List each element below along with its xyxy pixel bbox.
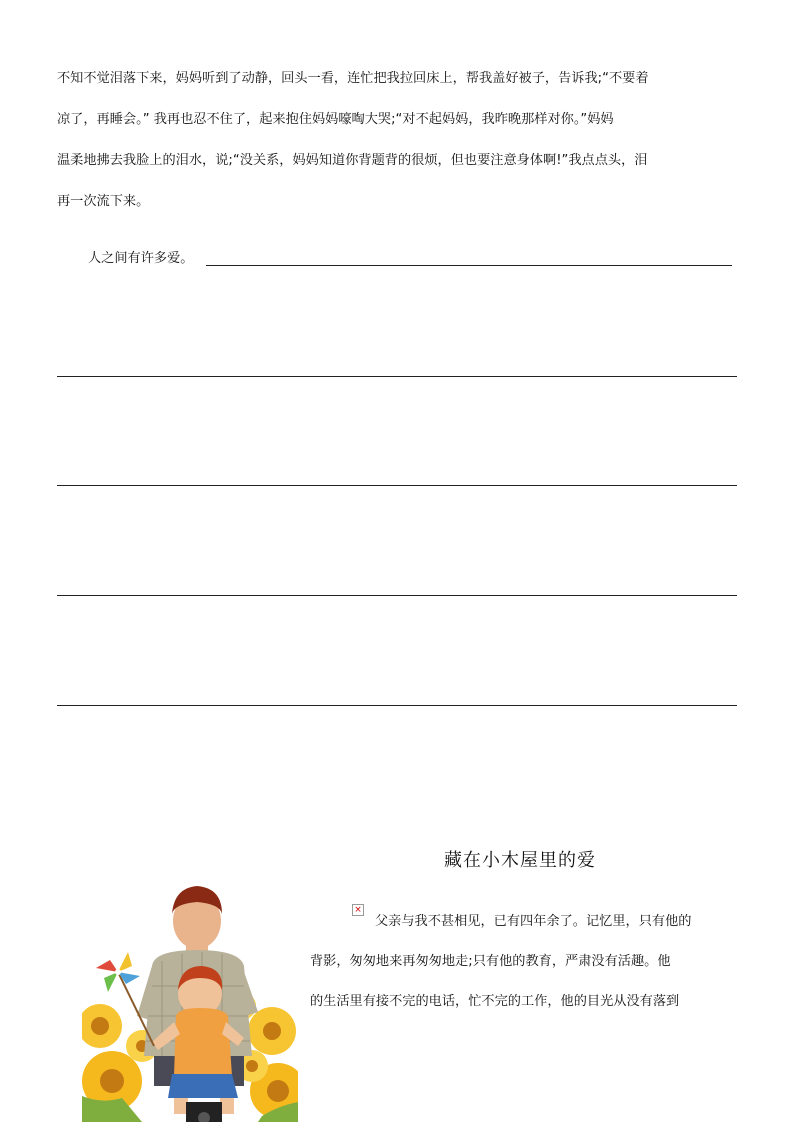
- writing-prompt: 人之间有许多爱。: [88, 251, 194, 266]
- father-child-illustration: [82, 866, 298, 1122]
- passage-line: 再一次流下来。: [57, 194, 150, 209]
- story-line: 父亲与我不甚相见，已有四年余了。记忆里，只有他的: [375, 914, 692, 929]
- story-text: [310, 902, 736, 1022]
- answer-line[interactable]: [57, 705, 737, 706]
- story-line: 的生活里有接不完的电话，忙不完的工作，他的目光从没有落到: [310, 994, 680, 1009]
- story-line: 背影，匆匆地来再匆匆地走;只有他的教育，严肃没有活趣。他: [310, 954, 671, 969]
- answer-line[interactable]: [57, 376, 737, 377]
- passage-line: 不知不觉泪落下来，妈妈听到了动静，回头一看，连忙把我拉回床上，帮我盖好被子，告诉我;“不要着: [57, 71, 649, 86]
- broken-image-icon: ×: [352, 904, 364, 916]
- answer-line[interactable]: [206, 265, 732, 266]
- answer-line[interactable]: [57, 485, 737, 486]
- passage-line: 温柔地拂去我脸上的泪水，说;“没关系，妈妈知道你背题背的很烦，但也要注意身体啊!”我点点头，泪: [57, 153, 648, 168]
- story-title: 藏在小木屋里的爱: [444, 850, 596, 871]
- bicycle: [186, 1102, 222, 1122]
- answer-line[interactable]: [57, 595, 737, 596]
- passage-top: [57, 58, 737, 222]
- passage-line: 凉了，再睡会。” 我再也忍不住了，起来抱住妈妈嚎啕大哭;“对不起妈妈，我昨晚那样对你。”妈妈: [57, 112, 614, 127]
